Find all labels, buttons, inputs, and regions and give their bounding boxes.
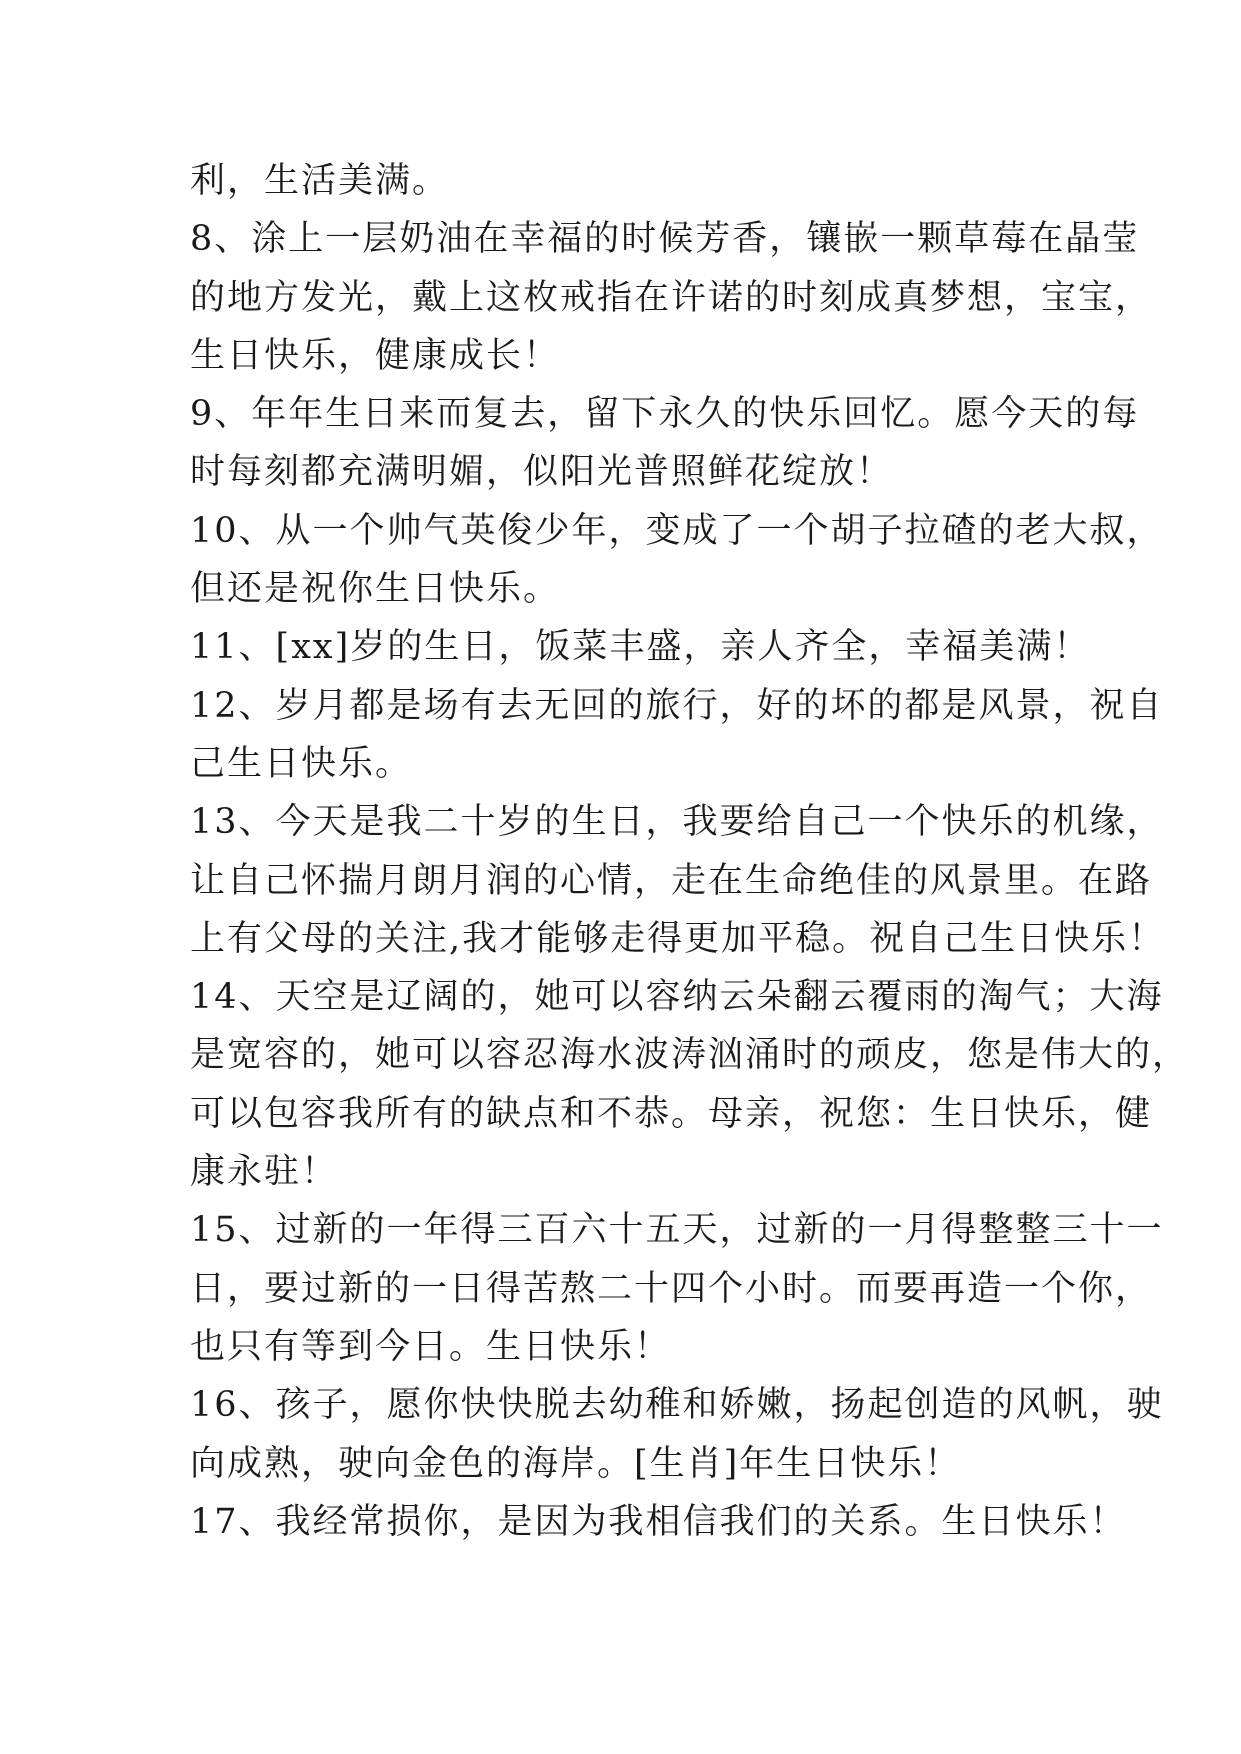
text-line: 康永驻！ <box>190 1152 339 1193</box>
text-line: 也只有等到今日。生日快乐！ <box>190 1326 672 1367</box>
text-line: 17、我经常损你，是因为我相信我们的关系。生日快乐！ <box>190 1501 1127 1542</box>
text-line: 的地方发光，戴上这枚戒指在许诺的时刻成真梦想，宝宝， <box>190 277 1153 318</box>
text-line: 16、孩子，愿你快快脱去幼稚和娇嫩，扬起创造的风帆，驶 <box>190 1385 1164 1426</box>
text-line: 14、天空是辽阔的，她可以容纳云朵翻云覆雨的淘气；大海 <box>190 977 1164 1018</box>
text-line: 10、从一个帅气英俊少年，变成了一个胡子拉碴的老大叔， <box>190 510 1164 551</box>
text-line: 11、[xx]岁的生日，饭菜丰盛，亲人齐全，幸福美满！ <box>190 627 1091 668</box>
text-line: 可以包容我所有的缺点和不恭。母亲，祝您：生日快乐，健 <box>190 1093 1153 1134</box>
text-line: 时每刻都充满明媚，似阳光普照鲜花绽放！ <box>190 452 894 493</box>
text-line: 9、年年生日来而复去，留下永久的快乐回忆。愿今天的每 <box>190 394 1140 435</box>
text-line: 让自己怀揣月朗月润的心情，走在生命绝佳的风景里。在路 <box>190 860 1153 901</box>
text-line: 但还是祝你生日快乐。 <box>190 569 561 610</box>
text-line: 日，要过新的一日得苦熬二十四个小时。而要再造一个你， <box>190 1268 1153 1309</box>
text-line: 13、今天是我二十岁的生日，我要给自己一个快乐的机缘， <box>190 802 1164 843</box>
document-body <box>190 152 1190 1551</box>
text-line: 是宽容的，她可以容忍海水波涛汹涌时的顽皮，您是伟大的， <box>190 1035 1190 1076</box>
text-line: 向成熟，驶向金色的海岸。[生肖]年生日快乐！ <box>190 1443 962 1484</box>
text-line: 己生日快乐。 <box>190 743 413 784</box>
text-line: 利，生活美满。 <box>190 161 450 201</box>
text-line: 上有父母的关注,我才能够走得更加平稳。祝自己生日快乐！ <box>190 918 1166 959</box>
text-line: 12、岁月都是场有去无回的旅行，好的坏的都是风景，祝自 <box>190 685 1164 726</box>
text-line: 8、涂上一层奶油在幸福的时候芳香，镶嵌一颗草莓在晶莹 <box>190 219 1140 260</box>
text-line: 15、过新的一年得三百六十五天，过新的一月得整整三十一 <box>190 1210 1164 1251</box>
text-line: 生日快乐，健康成长！ <box>190 335 561 376</box>
